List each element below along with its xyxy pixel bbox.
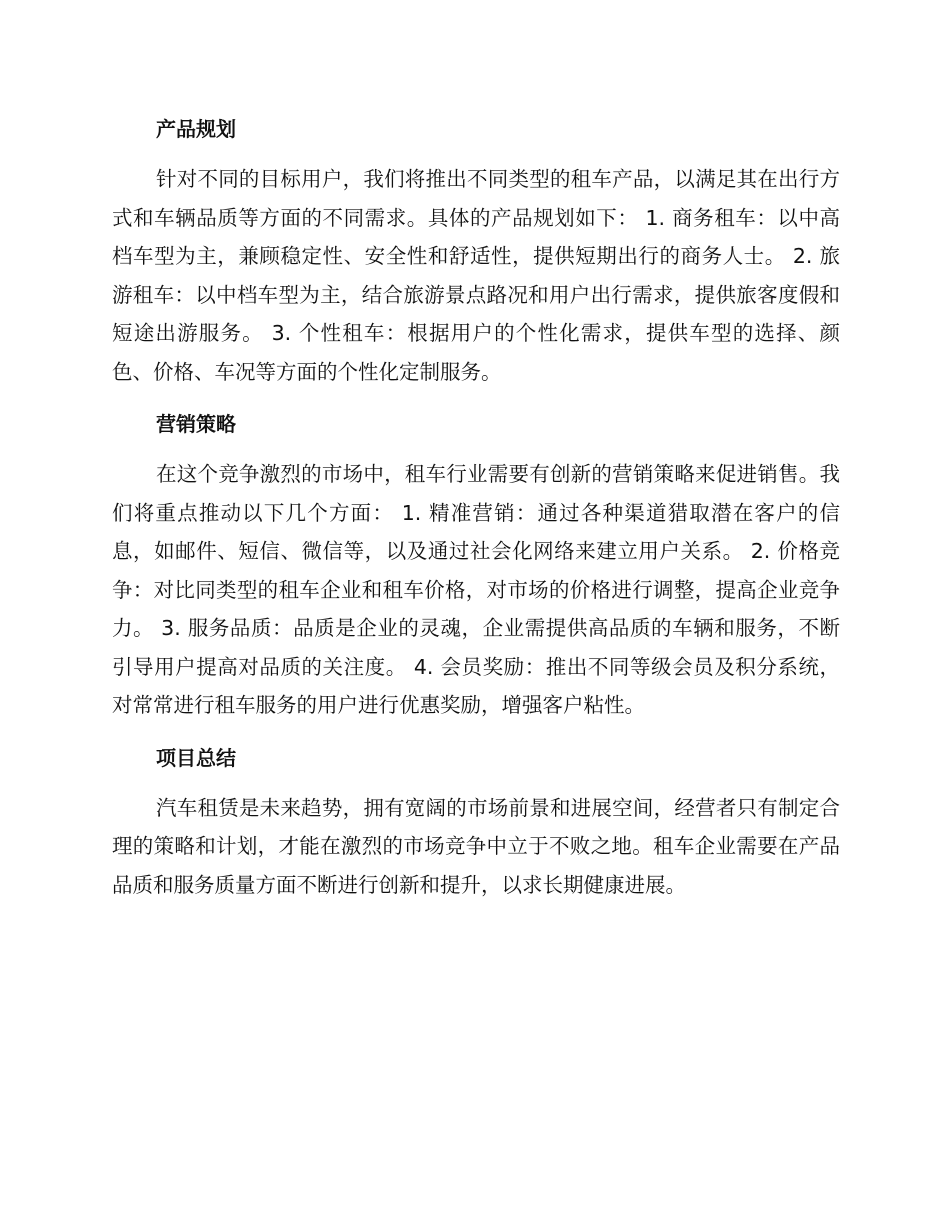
section-product-planning	[112, 110, 840, 391]
section-heading: 产品规划	[156, 117, 236, 141]
section-paragraph: 汽车租赁是未来趋势，拥有宽阔的市场前景和进展空间，经营者只有制定合理的策略和计划，才能在激烈的市场竞争中立于不败之地。租车企业需要在产品品质和服务质量方面不断进行创新和提升，以求长期健康进展。	[112, 795, 840, 897]
section-heading: 营销策略	[156, 412, 236, 436]
document-page	[112, 110, 840, 904]
section-paragraph: 针对不同的目标用户，我们将推出不同类型的租车产品，以满足其在出行方式和车辆品质等方面的不同需求。具体的产品规划如下： 1. 商务租车：以中高档车型为主，兼顾稳定性、安全性和舒适性，提供短期出行的商务人士。 2. 旅游租车：以中档车型为主，结合旅游景点路况和用户出行需求，提供旅客度假和短途出游服务。 3. 个性租车：根据用户的个性化需求，提供车型的选择、颜色、价格、车况等方面的个性化定制服务。	[112, 167, 840, 384]
section-paragraph: 在这个竞争激烈的市场中，租车行业需要有创新的营销策略来促进销售。我们将重点推动以下几个方面： 1. 精准营销：通过各种渠道猎取潜在客户的信息，如邮件、短信、微信等，以及通过社会化网络来建立用户关系。 2. 价格竞争：对比同类型的租车企业和租车价格，对市场的价格进行调整，提高企业竞争力。 3. 服务品质：品质是企业的灵魂，企业需提供高品质的车辆和服务，不断引导用户提高对品质的关注度。 4. 会员奖励：推出不同等级会员及积分系统，对常常进行租车服务的用户进行优惠奖励，增强客户粘性。	[112, 462, 840, 717]
section-project-summary	[112, 739, 840, 905]
section-marketing-strategy	[112, 405, 840, 725]
section-heading: 项目总结	[156, 745, 236, 770]
